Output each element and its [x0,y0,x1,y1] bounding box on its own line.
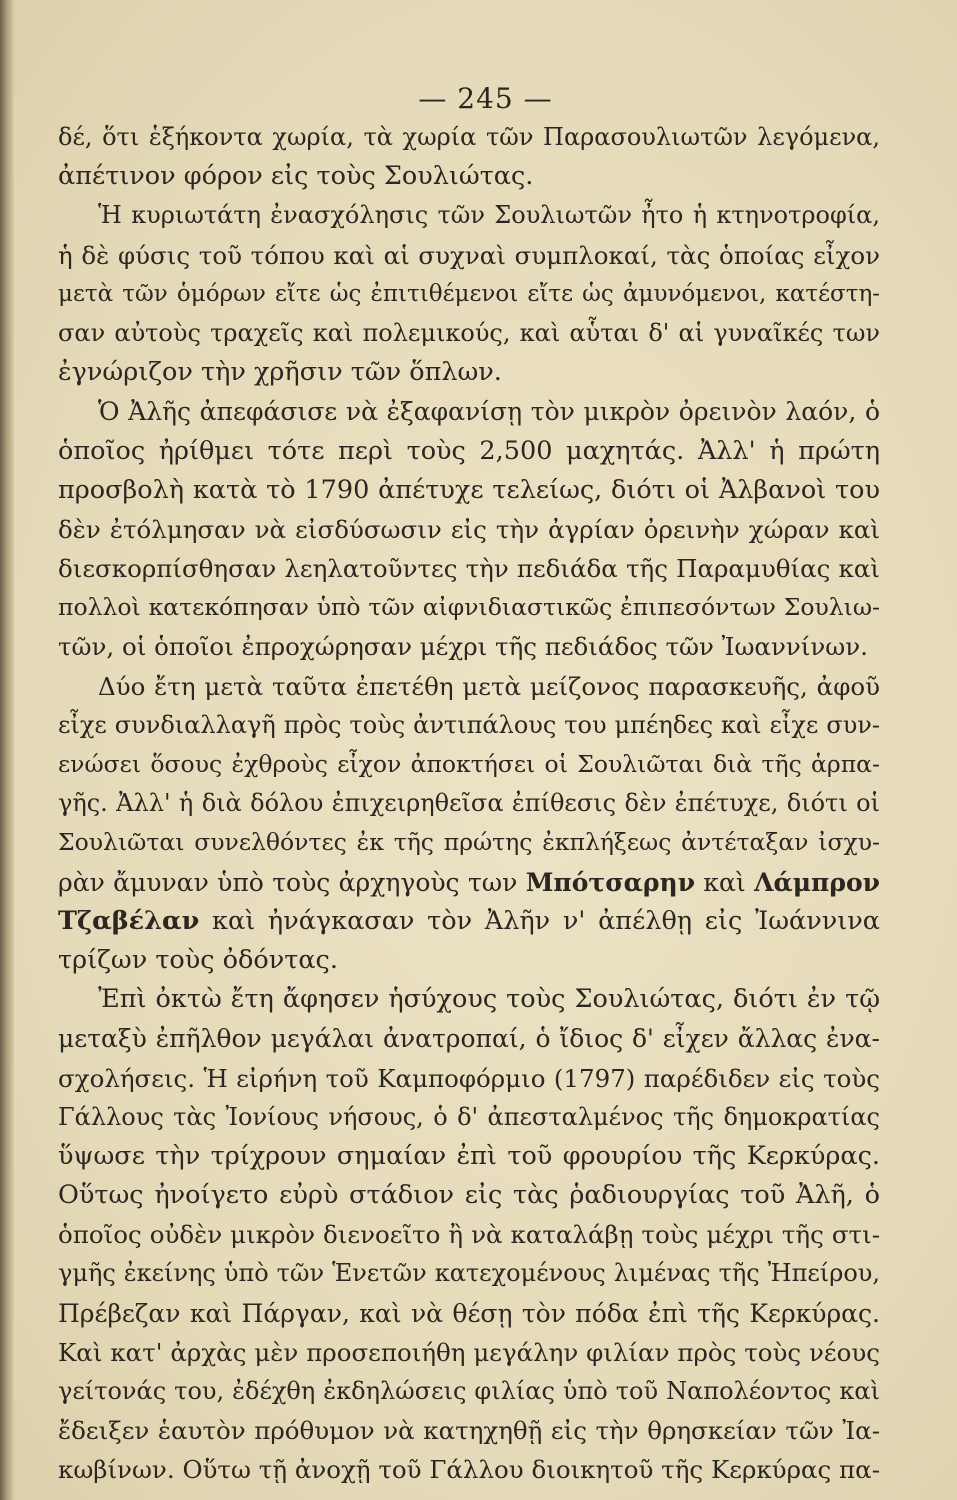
text-line: προσβολὴ κατὰ τὸ 1790 ἀπέτυχε τελείως, διότι οἱ Ἀλβανοὶ του [58,474,880,505]
text-line: τρίζων τοὺς ὀδόντας. [58,944,338,975]
text-line: διεσκορπίσθησαν λεηλατοῦντες τὴν πεδιάδα τῆς Παραμυθίας καὶ [58,554,880,584]
text-line: Πρέβεζαν καὶ Πάργαν, καὶ νὰ θέσῃ τὸν πόδα ἐπὶ τῆς Κερκύρας. [58,1298,880,1328]
text-line: δέ, ὅτι ἑξήκοντα χωρία, τὰ χωρία τῶν Παρασουλιωτῶν λεγόμενα, [58,123,880,151]
text-line: ἡ δὲ φύσις τοῦ τόπου καὶ αἱ συχναὶ συμπλοκαί, τὰς ὁποίας εἶχον [58,240,880,270]
text-line: Οὕτως ἠνοίγετο εὐρὺ στάδιον εἰς τὰς ῥαδιουργίας τοῦ Ἀλῆ, ὁ [58,1180,880,1211]
text-line: ὕψωσε τὴν τρίχρουν σημαίαν ἐπὶ τοῦ φρουρίου τῆς Κερκύρας. [58,1140,880,1171]
text-line: Γάλλους τὰς Ἰονίους νήσους, ὁ δ' ἀπεσταλμένος τῆς δημοκρατίας [58,1102,880,1131]
text-line: Σουλιῶται συνελθόντες ἐκ τῆς πρώτης ἐκπλήξεως ἀντέταξαν ἰσχυ- [58,828,880,857]
name-lampros: Λάμπρον [754,867,881,897]
name-botsaris: Μπότσαρην [525,867,696,897]
text-line: μετὰ τῶν ὁμόρων εἴτε ὡς ἐπιτιθέμενοι εἴτε ὡς ἀμυνόμενοι, κατέστη- [58,280,880,307]
text-line: Ὁ Ἀλῆς ἀπεφάσισε νὰ ἐξαφανίσῃ τὸν μικρὸν ὀρεινὸν λαόν, ὁ [98,397,880,427]
text-line: μεταξὺ ἐπῆλθον μεγάλαι ἀνατροπαί, ὁ ἴδιος δ' εἶχεν ἄλλας ἐνα- [58,1024,880,1054]
name-tzavelas: Τζαβέλαν [58,905,200,936]
body-text [58,118,880,1490]
text-line: κωβίνων. Οὕτω τῇ ἀνοχῇ τοῦ Γάλλου διοικητοῦ τῆς Κερκύρας πα- [58,1455,880,1485]
text-line: ενώσει ὅσους ἐχθροὺς εἶχον ἀποκτήσει οἱ Σουλιῶται διὰ τῆς ἁρπα- [58,750,880,778]
text-line: ὁποῖος ἠρίθμει τότε περὶ τοὺς 2,500 μαχητάς. Ἀλλ' ἡ πρώτη [58,435,880,466]
text-line: σαν αὐτοὺς τραχεῖς καὶ πολεμικούς, καὶ αὗται δ' αἱ γυναῖκές των [58,318,880,347]
text-run: καὶ [695,867,755,897]
text-run: ρὰν ἄμυναν ὑπὸ τοὺς ἀρχηγοὺς των [58,867,526,897]
text-line: ὁποῖος οὐδὲν μικρὸν διενοεῖτο ἢ νὰ καταλάβῃ τοὺς μέχρι τῆς στι- [58,1220,880,1250]
text-line-with-names [58,863,880,902]
text-line: τῶν, οἱ ὁποῖοι ἐπροχώρησαν μέχρι τῆς πεδιάδος τῶν Ἰωαννίνων. [58,632,868,662]
text-line: ἀπέτινον φόρον εἰς τοὺς Σουλιώτας. [58,161,534,192]
text-line: Δύο ἔτη μετὰ ταῦτα ἐπετέθη μετὰ μείζονος παρασκευῆς, ἀφοῦ [98,671,880,701]
text-line: γμῆς ἐκείνης ὑπὸ τῶν Ἑνετῶν κατεχομένους λιμένας τῆς Ἠπείρου, [58,1259,880,1288]
text-line: Ἡ κυριωτάτη ἐνασχόλησις τῶν Σουλιωτῶν ἦτο ἡ κτηνοτροφία, [98,201,880,230]
book-spine-shadow [0,0,14,1500]
text-line: ἐγνώριζον τὴν χρῆσιν τῶν ὅπλων. [58,357,502,388]
text-line: εἶχε συνδιαλλαγῆ πρὸς τοὺς ἀντιπάλους του μπέηδες καὶ εἶχε συν- [58,710,880,739]
text-line: δὲν ἐτόλμησαν νὰ εἰσδύσωσιν εἰς τὴν ἀγρίαν ὀρεινὴν χώραν καὶ [58,514,880,544]
text-line: σχολήσεις. Ἡ εἰρήνη τοῦ Καμποφόρμιο (1797) παρέδιδεν εἰς τοὺς [58,1063,880,1093]
text-line: Ἐπὶ ὀκτὼ ἔτη ἄφησεν ἡσύχους τοὺς Σουλιώτας, διότι ἐν τῷ [98,984,880,1015]
text-line: γῆς. Ἀλλ' ἡ διὰ δόλου ἐπιχειρηθεῖσα ἐπίθεσις δὲν ἐπέτυχε, διότι οἱ [58,789,880,818]
text-line: γείτονάς του, ἐδέχθη ἐκδηλώσεις φιλίας ὑπὸ τοῦ Ναπολέοντος καὶ [58,1377,880,1405]
text-line: ἔδειξεν ἑαυτὸν πρόθυμον νὰ κατηχηθῇ εἰς τὴν θρησκείαν τῶν Ἰα- [58,1416,880,1446]
text-line-with-names [58,902,880,941]
page-number: — 245 — [418,82,553,115]
text-line: πολλοὶ κατεκόπησαν ὑπὸ τῶν αἰφνιδιαστικῶς ἐπιπεσόντων Σουλιω- [58,593,880,622]
text-line: Καὶ κατ' ἀρχὰς μὲν προσεποιήθη μεγάλην φιλίαν πρὸς τοὺς νέους [58,1337,880,1367]
book-page [14,0,957,1500]
text-run: καὶ ἠνάγκασαν τὸν Ἀλῆν ν' ἀπέλθῃ εἰς Ἰωάννινα [199,905,880,936]
